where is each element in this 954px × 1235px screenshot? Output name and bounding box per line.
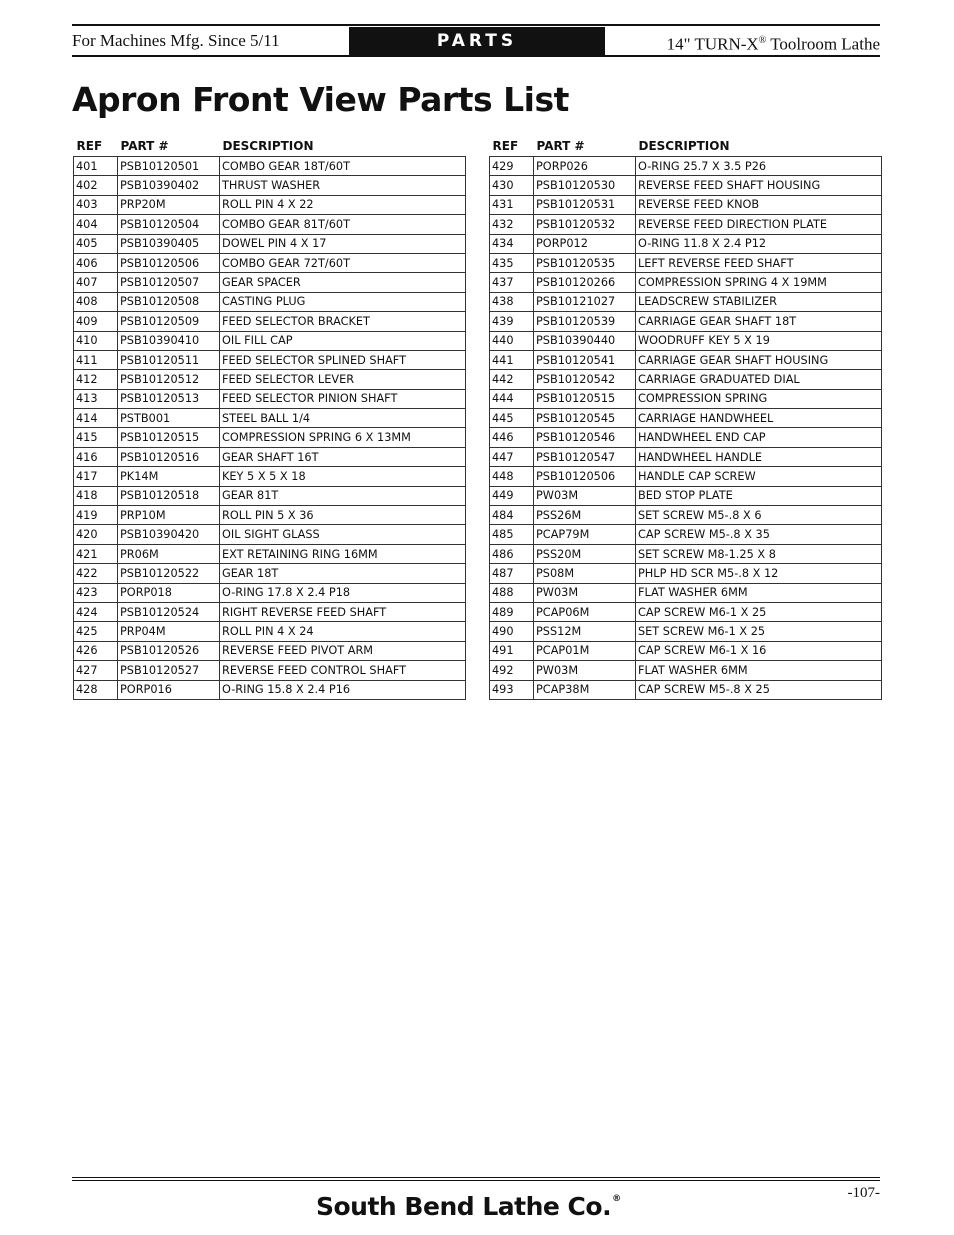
description-cell: HANDLE CAP SCREW: [636, 467, 882, 486]
table-row: [490, 564, 882, 583]
column-header-description: DESCRIPTION: [638, 138, 730, 153]
table-header-row: [490, 135, 882, 157]
part-number-cell: PSB10390410: [118, 331, 220, 350]
table-row: [490, 467, 882, 486]
description-cell: O-RING 25.7 X 3.5 P26: [636, 157, 882, 176]
part-number-cell: PSB10120542: [534, 370, 636, 389]
part-number-cell: PSB10390440: [534, 331, 636, 350]
ref-cell: 424: [74, 602, 118, 621]
ref-cell: 403: [74, 195, 118, 214]
column-header-description: DESCRIPTION: [222, 138, 314, 153]
table-row: [490, 506, 882, 525]
description-cell: COMPRESSION SPRING 4 X 19MM: [636, 273, 882, 292]
table-row: [74, 389, 466, 408]
part-number-cell: PSB10120516: [118, 447, 220, 466]
table-row: [490, 273, 882, 292]
ref-cell: 401: [74, 157, 118, 176]
part-number-cell: PSB10120506: [534, 467, 636, 486]
model-name: 14" TURN-X: [666, 34, 759, 54]
table-row: [490, 234, 882, 253]
ref-cell: 413: [74, 389, 118, 408]
column-header-ref: REF: [76, 138, 103, 153]
part-number-cell: PSB10120501: [118, 157, 220, 176]
ref-cell: 408: [74, 292, 118, 311]
part-number-cell: PSB10390402: [118, 176, 220, 195]
description-cell: GEAR SHAFT 16T: [220, 447, 466, 466]
part-number-cell: PCAP06M: [534, 602, 636, 621]
part-number-cell: PSB10120509: [118, 312, 220, 331]
ref-cell: 417: [74, 467, 118, 486]
table-row: [74, 583, 466, 602]
header-machine-model: [606, 30, 880, 52]
brand-logo: [316, 1182, 636, 1221]
part-number-cell: PSB10120522: [118, 564, 220, 583]
ref-cell: 437: [490, 273, 534, 292]
description-cell: FLAT WASHER 6MM: [636, 583, 882, 602]
ref-cell: 423: [74, 583, 118, 602]
description-cell: SET SCREW M6-1 X 25: [636, 622, 882, 641]
part-number-cell: PSB10120515: [534, 389, 636, 408]
ref-cell: 429: [490, 157, 534, 176]
part-number-cell: PSB10120547: [534, 447, 636, 466]
table-row: [74, 312, 466, 331]
table-row: [490, 253, 882, 272]
ref-cell: 402: [74, 176, 118, 195]
table-row: [74, 602, 466, 621]
part-number-cell: PCAP01M: [534, 641, 636, 660]
parts-table-right: [489, 135, 882, 700]
registered-mark: ®: [758, 35, 767, 46]
description-cell: LEFT REVERSE FEED SHAFT: [636, 253, 882, 272]
part-number-cell: PSB10120511: [118, 350, 220, 369]
description-cell: REVERSE FEED CONTROL SHAFT: [220, 661, 466, 680]
ref-cell: 422: [74, 564, 118, 583]
table-row: [490, 292, 882, 311]
table-row: [74, 447, 466, 466]
part-number-cell: PSB10120507: [118, 273, 220, 292]
table-row: [490, 583, 882, 602]
table-row: [74, 195, 466, 214]
part-number-cell: PSB10120515: [118, 428, 220, 447]
description-cell: CAP SCREW M6-1 X 16: [636, 641, 882, 660]
part-number-cell: PSS26M: [534, 506, 636, 525]
table-row: [490, 409, 882, 428]
description-cell: CAP SCREW M6-1 X 25: [636, 602, 882, 621]
table-row: [74, 680, 466, 699]
part-number-cell: PRP10M: [118, 506, 220, 525]
ref-cell: 487: [490, 564, 534, 583]
ref-cell: 405: [74, 234, 118, 253]
table-row: [490, 486, 882, 505]
description-cell: O-RING 17.8 X 2.4 P18: [220, 583, 466, 602]
ref-cell: 411: [74, 350, 118, 369]
part-number-cell: PS08M: [534, 564, 636, 583]
description-cell: GEAR 18T: [220, 564, 466, 583]
part-number-cell: PSB10120513: [118, 389, 220, 408]
description-cell: HANDWHEEL END CAP: [636, 428, 882, 447]
description-cell: GEAR 81T: [220, 486, 466, 505]
description-cell: GEAR SPACER: [220, 273, 466, 292]
part-number-cell: PCAP38M: [534, 680, 636, 699]
ref-cell: 440: [490, 331, 534, 350]
ref-cell: 448: [490, 467, 534, 486]
page-number: -107-: [847, 1185, 880, 1201]
column-header-ref: REF: [492, 138, 519, 153]
table-row: [74, 486, 466, 505]
table-row: [74, 409, 466, 428]
ref-cell: 444: [490, 389, 534, 408]
table-row: [74, 544, 466, 563]
header-rule-top: [72, 24, 880, 26]
description-cell: FEED SELECTOR PINION SHAFT: [220, 389, 466, 408]
part-number-cell: PORP016: [118, 680, 220, 699]
table-row: [74, 428, 466, 447]
description-cell: O-RING 15.8 X 2.4 P16: [220, 680, 466, 699]
ref-cell: 488: [490, 583, 534, 602]
ref-cell: 449: [490, 486, 534, 505]
part-number-cell: PSB10120504: [118, 215, 220, 234]
part-number-cell: PK14M: [118, 467, 220, 486]
table-row: [490, 602, 882, 621]
ref-cell: 490: [490, 622, 534, 641]
description-cell: CARRIAGE GEAR SHAFT HOUSING: [636, 350, 882, 369]
description-cell: REVERSE FEED PIVOT ARM: [220, 641, 466, 660]
part-number-cell: PSB10120508: [118, 292, 220, 311]
ref-cell: 484: [490, 506, 534, 525]
ref-cell: 432: [490, 215, 534, 234]
table-row: [74, 641, 466, 660]
part-number-cell: PSB10120524: [118, 602, 220, 621]
table-row: [490, 350, 882, 369]
ref-cell: 414: [74, 409, 118, 428]
description-cell: FLAT WASHER 6MM: [636, 661, 882, 680]
page-title: Apron Front View Parts List: [72, 80, 569, 119]
table-row: [490, 544, 882, 563]
description-cell: ROLL PIN 4 X 24: [220, 622, 466, 641]
table-row: [74, 157, 466, 176]
description-cell: O-RING 11.8 X 2.4 P12: [636, 234, 882, 253]
ref-cell: 409: [74, 312, 118, 331]
ref-cell: 404: [74, 215, 118, 234]
ref-cell: 407: [74, 273, 118, 292]
description-cell: REVERSE FEED DIRECTION PLATE: [636, 215, 882, 234]
ref-cell: 427: [74, 661, 118, 680]
ref-cell: 442: [490, 370, 534, 389]
description-cell: FEED SELECTOR SPLINED SHAFT: [220, 350, 466, 369]
part-number-cell: PORP026: [534, 157, 636, 176]
description-cell: FEED SELECTOR BRACKET: [220, 312, 466, 331]
ref-cell: 419: [74, 506, 118, 525]
model-type: Toolroom Lathe: [766, 34, 880, 54]
description-cell: COMPRESSION SPRING 6 X 13MM: [220, 428, 466, 447]
ref-cell: 446: [490, 428, 534, 447]
table-row: [74, 292, 466, 311]
part-number-cell: PSB10120527: [118, 661, 220, 680]
part-number-cell: PSS12M: [534, 622, 636, 641]
table-row: [490, 661, 882, 680]
description-cell: COMBO GEAR 72T/60T: [220, 253, 466, 272]
ref-cell: 492: [490, 661, 534, 680]
table-row: [74, 370, 466, 389]
table-row: [74, 331, 466, 350]
table-row: [74, 253, 466, 272]
ref-cell: 418: [74, 486, 118, 505]
table-row: [74, 661, 466, 680]
part-number-cell: PW03M: [534, 583, 636, 602]
ref-cell: 445: [490, 409, 534, 428]
part-number-cell: PSB10120530: [534, 176, 636, 195]
description-cell: SET SCREW M5-.8 X 6: [636, 506, 882, 525]
table-row: [74, 273, 466, 292]
table-row: [490, 370, 882, 389]
description-cell: FEED SELECTOR LEVER: [220, 370, 466, 389]
description-cell: CARRIAGE GEAR SHAFT 18T: [636, 312, 882, 331]
ref-cell: 441: [490, 350, 534, 369]
part-number-cell: PSB10120526: [118, 641, 220, 660]
table-row: [74, 215, 466, 234]
description-cell: WOODRUFF KEY 5 X 19: [636, 331, 882, 350]
table-row: [490, 641, 882, 660]
ref-cell: 493: [490, 680, 534, 699]
table-row: [490, 680, 882, 699]
ref-cell: 430: [490, 176, 534, 195]
part-number-cell: PSB10120506: [118, 253, 220, 272]
ref-cell: 425: [74, 622, 118, 641]
table-row: [74, 506, 466, 525]
part-number-cell: PSB10120512: [118, 370, 220, 389]
ref-cell: 489: [490, 602, 534, 621]
part-number-cell: PR06M: [118, 544, 220, 563]
table-row: [490, 195, 882, 214]
description-cell: REVERSE FEED KNOB: [636, 195, 882, 214]
part-number-cell: PRP04M: [118, 622, 220, 641]
description-cell: DOWEL PIN 4 X 17: [220, 234, 466, 253]
description-cell: ROLL PIN 4 X 22: [220, 195, 466, 214]
ref-cell: 406: [74, 253, 118, 272]
column-header-part: PART #: [120, 138, 169, 153]
part-number-cell: PRP20M: [118, 195, 220, 214]
description-cell: THRUST WASHER: [220, 176, 466, 195]
table-row: [490, 215, 882, 234]
part-number-cell: PW03M: [534, 661, 636, 680]
footer-rule-top: [72, 1177, 880, 1178]
table-row: [74, 525, 466, 544]
ref-cell: 486: [490, 544, 534, 563]
part-number-cell: PORP018: [118, 583, 220, 602]
description-cell: COMPRESSION SPRING: [636, 389, 882, 408]
ref-cell: 431: [490, 195, 534, 214]
part-number-cell: PSB10120541: [534, 350, 636, 369]
description-cell: RIGHT REVERSE FEED SHAFT: [220, 602, 466, 621]
table-row: [74, 176, 466, 195]
description-cell: COMBO GEAR 18T/60T: [220, 157, 466, 176]
brand-registered-mark: ®: [612, 1194, 621, 1204]
description-cell: CAP SCREW M5-.8 X 35: [636, 525, 882, 544]
description-cell: CAP SCREW M5-.8 X 25: [636, 680, 882, 699]
part-number-cell: PSB10120518: [118, 486, 220, 505]
table-row: [490, 331, 882, 350]
header-machines-note: For Machines Mfg. Since 5/11: [72, 31, 280, 50]
description-cell: KEY 5 X 5 X 18: [220, 467, 466, 486]
ref-cell: 485: [490, 525, 534, 544]
table-row: [490, 525, 882, 544]
description-cell: CARRIAGE HANDWHEEL: [636, 409, 882, 428]
table-row: [74, 622, 466, 641]
table-row: [490, 447, 882, 466]
description-cell: CASTING PLUG: [220, 292, 466, 311]
table-row: [490, 389, 882, 408]
part-number-cell: PSB10120266: [534, 273, 636, 292]
table-row: [490, 428, 882, 447]
ref-cell: 439: [490, 312, 534, 331]
part-number-cell: PSB10121027: [534, 292, 636, 311]
ref-cell: 447: [490, 447, 534, 466]
table-row: [74, 234, 466, 253]
description-cell: COMBO GEAR 81T/60T: [220, 215, 466, 234]
description-cell: BED STOP PLATE: [636, 486, 882, 505]
ref-cell: 420: [74, 525, 118, 544]
part-number-cell: PSB10120545: [534, 409, 636, 428]
ref-cell: 435: [490, 253, 534, 272]
ref-cell: 428: [74, 680, 118, 699]
ref-cell: 416: [74, 447, 118, 466]
ref-cell: 434: [490, 234, 534, 253]
column-header-part: PART #: [536, 138, 585, 153]
table-row: [490, 157, 882, 176]
part-number-cell: PSB10120532: [534, 215, 636, 234]
part-number-cell: PSS20M: [534, 544, 636, 563]
description-cell: STEEL BALL 1/4: [220, 409, 466, 428]
description-cell: REVERSE FEED SHAFT HOUSING: [636, 176, 882, 195]
brand-name: South Bend Lathe Co.: [316, 1192, 612, 1221]
part-number-cell: PSB10120535: [534, 253, 636, 272]
part-number-cell: PORP012: [534, 234, 636, 253]
table-row: [74, 564, 466, 583]
table-row: [74, 467, 466, 486]
description-cell: OIL SIGHT GLASS: [220, 525, 466, 544]
table-header-row: [74, 135, 466, 157]
part-number-cell: PCAP79M: [534, 525, 636, 544]
ref-cell: 426: [74, 641, 118, 660]
table-row: [74, 350, 466, 369]
part-number-cell: PSB10390405: [118, 234, 220, 253]
description-cell: HANDWHEEL HANDLE: [636, 447, 882, 466]
part-number-cell: PSB10120531: [534, 195, 636, 214]
description-cell: SET SCREW M8-1.25 X 8: [636, 544, 882, 563]
description-cell: LEADSCREW STABILIZER: [636, 292, 882, 311]
table-row: [490, 622, 882, 641]
part-number-cell: PW03M: [534, 486, 636, 505]
footer-rule-bottom: [72, 1180, 880, 1181]
section-tab-parts: PARTS: [349, 27, 605, 55]
ref-cell: 410: [74, 331, 118, 350]
description-cell: PHLP HD SCR M5-.8 X 12: [636, 564, 882, 583]
part-number-cell: PSB10120539: [534, 312, 636, 331]
ref-cell: 415: [74, 428, 118, 447]
ref-cell: 438: [490, 292, 534, 311]
description-cell: CARRIAGE GRADUATED DIAL: [636, 370, 882, 389]
parts-table-left: [73, 135, 466, 700]
table-row: [490, 176, 882, 195]
ref-cell: 491: [490, 641, 534, 660]
part-number-cell: PSB10120546: [534, 428, 636, 447]
description-cell: OIL FILL CAP: [220, 331, 466, 350]
ref-cell: 412: [74, 370, 118, 389]
part-number-cell: PSB10390420: [118, 525, 220, 544]
part-number-cell: PSTB001: [118, 409, 220, 428]
description-cell: ROLL PIN 5 X 36: [220, 506, 466, 525]
description-cell: EXT RETAINING RING 16MM: [220, 544, 466, 563]
header-rule-bottom: [72, 55, 880, 57]
ref-cell: 421: [74, 544, 118, 563]
table-row: [490, 312, 882, 331]
